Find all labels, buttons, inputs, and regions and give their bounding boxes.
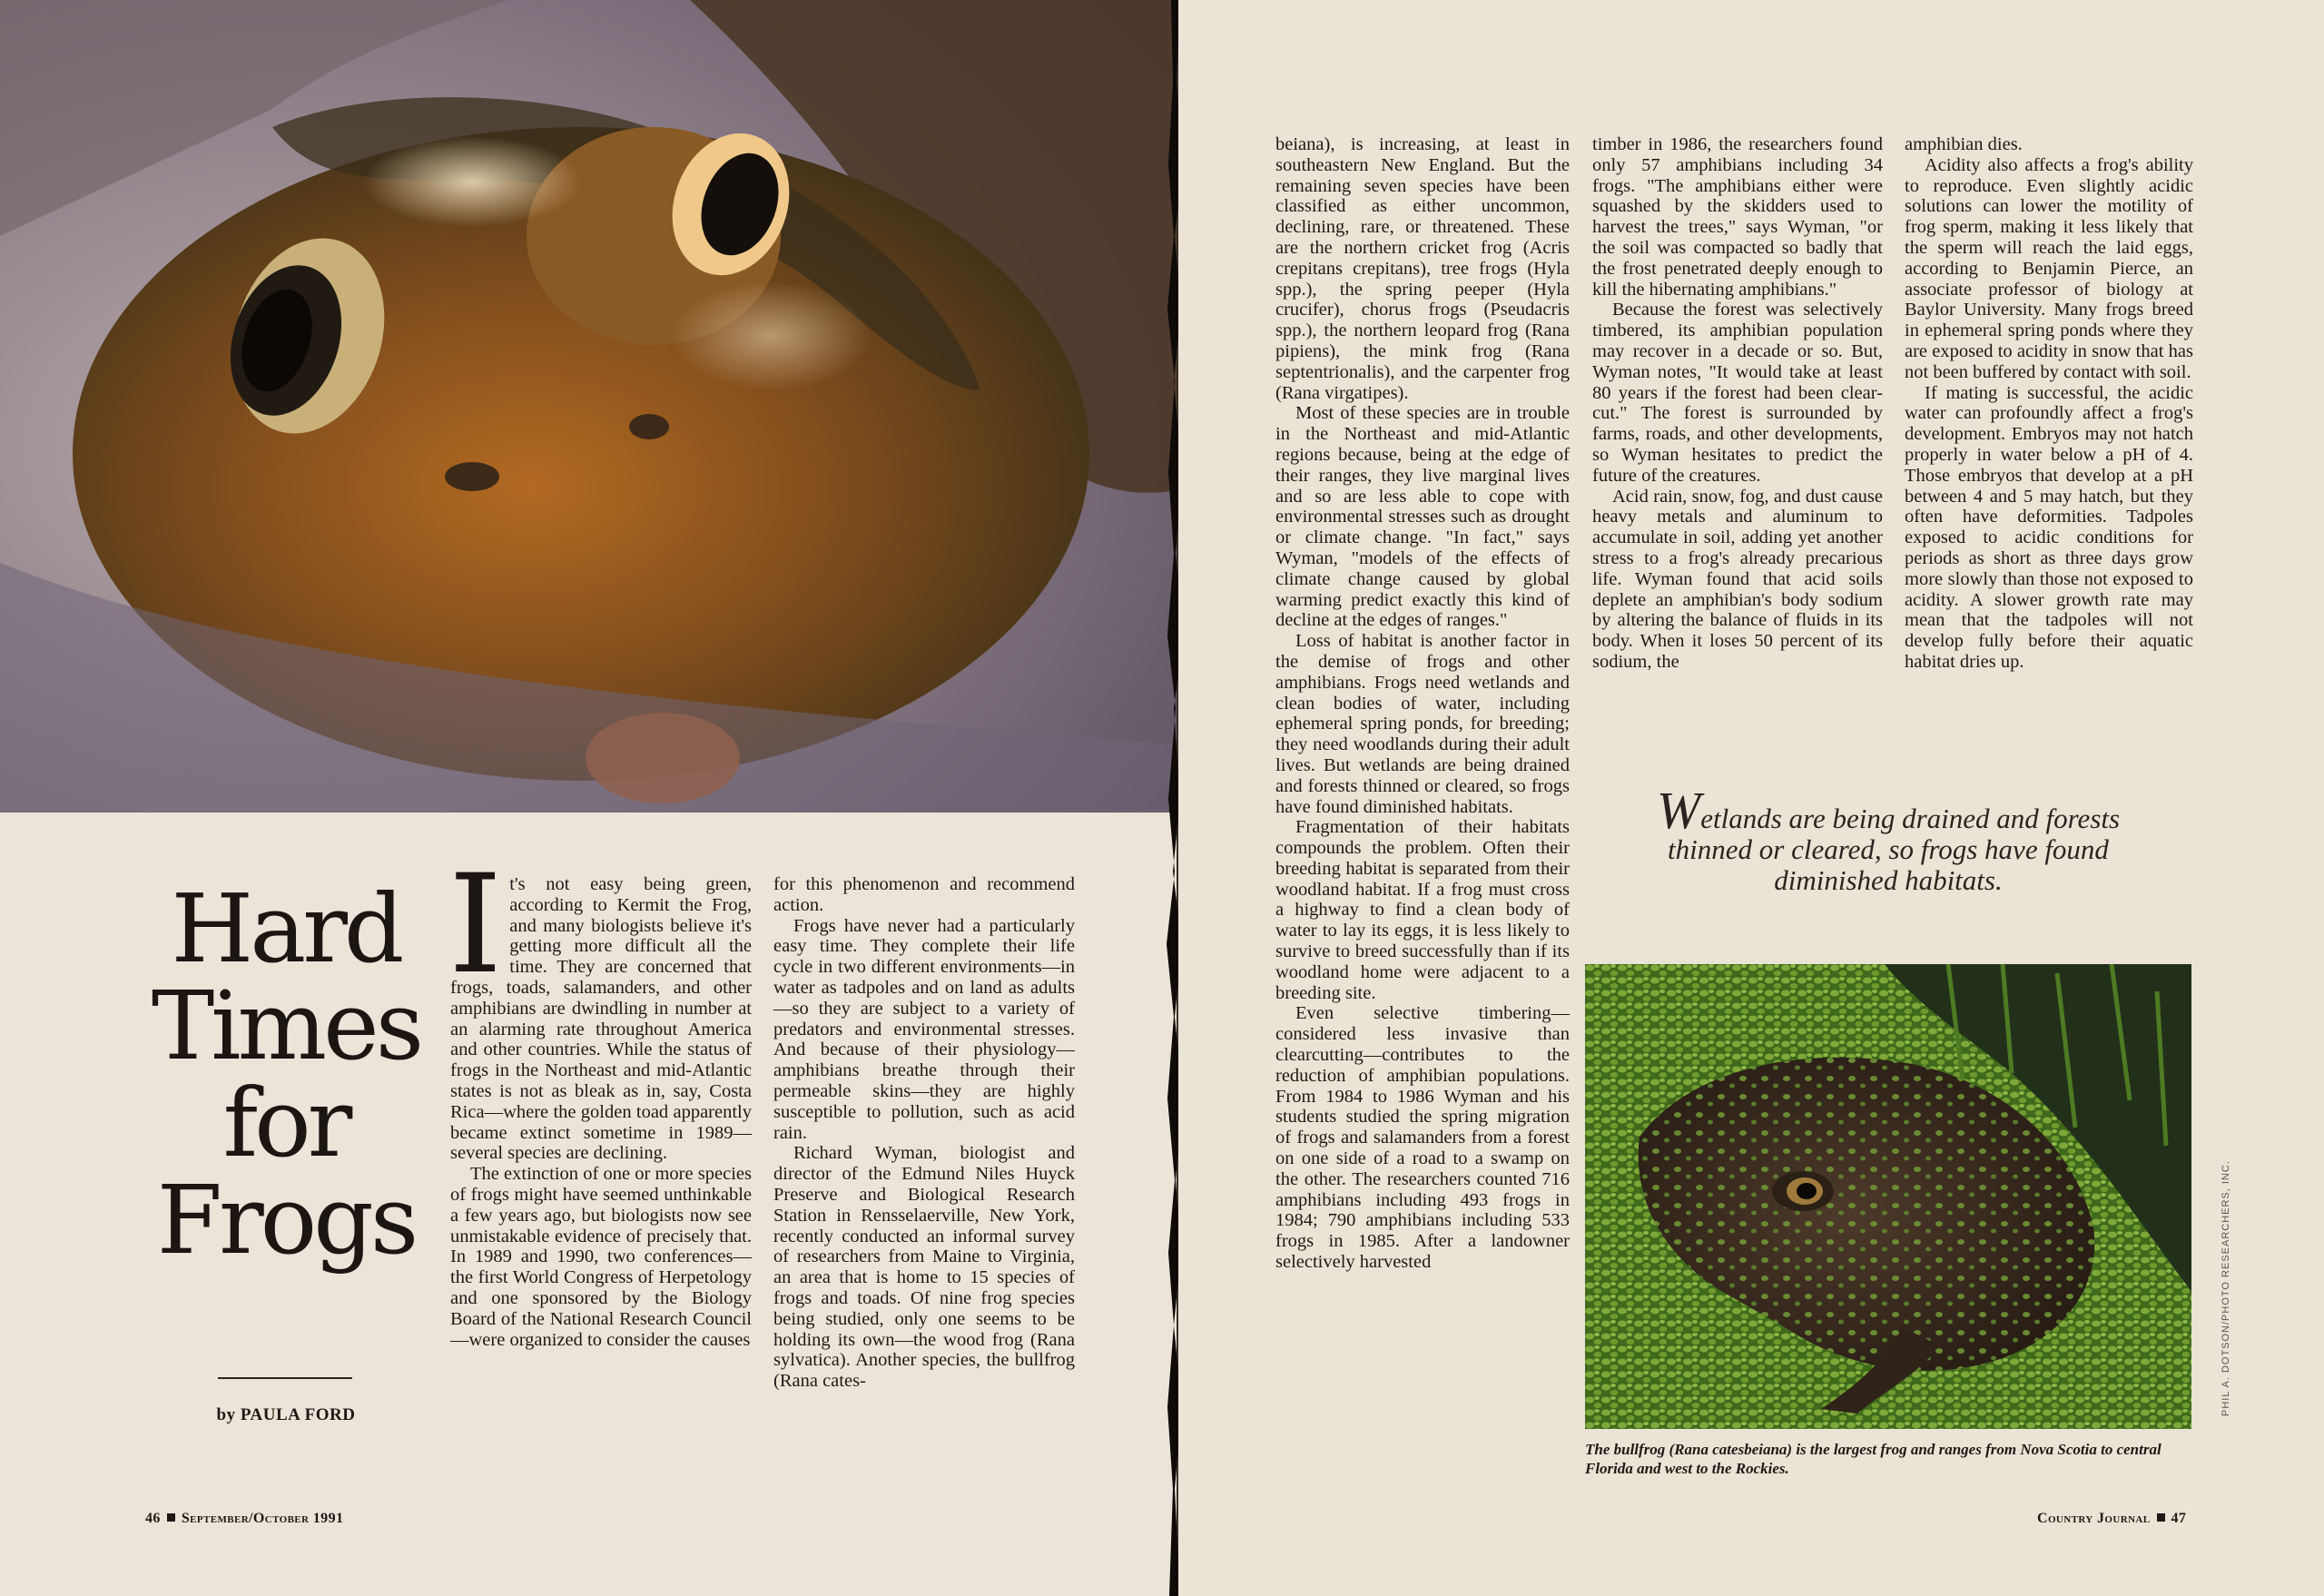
paragraph: Acidity also affects a frog's ability to reproduce. Even slightly acidic solutions can lower the motility of frog sperm, making it less likely that the sperm will reach the laid eggs, according to Benjamin Pierce, an associate professor of biology at Baylor University. Many frogs breed in ephemeral spring ponds where they are exposed to acidity in snow that has not been buffered by contact with soil. — [1905, 154, 2193, 382]
body-column-5 — [1905, 134, 2193, 673]
paragraph: Acid rain, snow, fog, and dust cause heavy metals and aluminum to accumulate in soil, adding yet another stress to a frog's already precarious life. Wyman found that acid soils deplete an amphibian's body sodium by altering the balance of fluids in its body. When it loses 50 percent of its sodium, the — [1592, 486, 1883, 672]
paragraph: Fragmentation of their habitats compounds the problem. Often their breeding habitat is separated from their woodland habitat. If a frog must cross a highway to find a clean body of water to lay its eggs, it is less likely to survive to breed successfully than if its woodland home were adjacent to a breeding site. — [1275, 817, 1570, 1003]
paragraph: Even selective timbering—considered less invasive than clearcutting—contributes to the reduction of amphibian populations. From 1984 to 1986 Wyman and his students studied the spring migration of frogs and salamanders from a forest on one side of a road to a swamp on the other. The researchers counted 716 amphibians including 493 frogs in 1984; 790 amphibians including 533 frogs in 1985. After a landowner selectively harvested — [1275, 1003, 1570, 1273]
body-column-3 — [1275, 134, 1570, 1273]
paragraph-text: t's not easy being green, according to Kermit the Frog, and many biologists believe it's getting more difficult all the time. They are concerned that frogs, toads, salamanders, and other amphibians are dwindling in number at an alarming rate throughout America and other countries. While the status of frogs in the Northeast and mid-Atlantic states is not as bleak as in, say, Costa Rica—where the golden toad apparently became extinct sometime in 1989—several species are declining. — [450, 874, 752, 1164]
photo-credit: PHIL A. DOTSON/PHOTO RESEARCHERS, INC. — [2221, 1160, 2231, 1416]
square-bullet-icon — [2157, 1513, 2165, 1522]
pull-quote — [1634, 781, 2142, 896]
pull-quote-text: etlands are being drained and forests thinned or cleared, so frogs have found diminished habitats. — [1668, 803, 2121, 896]
right-page — [1178, 0, 2324, 1596]
right-folio — [2037, 1511, 2186, 1527]
page-number: 46 — [145, 1511, 161, 1526]
paragraph: for this phenomenon and recommend action. — [773, 874, 1075, 915]
headline-line: for — [222, 1068, 350, 1178]
paragraph — [448, 846, 752, 1164]
paragraph: The extinction of one or more species of frogs might have seemed unthinkable a few years ago, but biologists now see unmistakable evidence of precisely that. In 1989 and 1990, two conferences—the first World Congress of Herpetology and one sponsored by the Biology Board of the National Research Council—were organized to consider the causes — [450, 1164, 752, 1350]
drop-cap: I — [448, 846, 503, 1004]
page-number: 47 — [2171, 1511, 2187, 1526]
headline-line: Times — [151, 970, 421, 1081]
headline-line: Hard — [171, 873, 401, 984]
byline: by PAULA FORD — [216, 1405, 356, 1424]
frog-photo — [0, 0, 1177, 813]
article-headline — [136, 873, 436, 1276]
body-column-1 — [448, 846, 752, 1350]
headline-rule — [218, 1377, 352, 1379]
paragraph: Because the forest was selectively timbered, its amphibian population may recover in a decade or so. But, Wyman notes, "It would take at least 80 years if the forest had been clear-cut." The forest is surrounded by farms, roads, and other developments, so Wyman hesitates to predict the future of the creatures. — [1592, 300, 1883, 486]
body-column-4 — [1592, 134, 1883, 673]
square-bullet-icon — [167, 1513, 175, 1522]
left-folio — [145, 1511, 343, 1527]
paragraph: Richard Wyman, biologist and director of the Edmund Niles Huyck Preserve and Biological Research Station in Rensselaerville, New York, recently conducted an informal survey of researchers from Maine to Virginia, an area that is home to 15 species of frogs and toads. Of nine frog species being studied, only one seems to be holding its own—the wood frog (Rana sylvatica). Another species, the bullfrog (Rana cates- — [773, 1143, 1075, 1392]
paragraph: Most of these species are in trouble in the Northeast and mid-Atlantic regions because, being at the edge of their ranges, they live marginal lives and so are less able to cope with environmental stresses such as drought or climate change. "In fact," says Wyman, "models of the effects of climate change caused by global warming predict exactly this kind of decline at the edges of ranges." — [1275, 403, 1570, 631]
headline-line: Frogs — [156, 1165, 416, 1276]
paragraph: If mating is successful, the acidic water can profoundly affect a frog's development. Embryos may not hatch properly in water below a pH of 4. Those embryos that develop at a pH between 4 and 5 may hatch, but they often have deformities. Tadpoles exposed to acidic conditions for periods as short as three days grow more slowly than those not exposed to acidity. A slower growth rate may mean that the tadpoles will not develop fully before their aquatic habitat dries up. — [1905, 382, 2193, 672]
body-column-2 — [773, 874, 1075, 1392]
magazine-name: Country Journal — [2037, 1511, 2151, 1526]
paragraph: beiana), is increasing, at least in southeastern New England. But the remaining seven species have been classified as either uncommon, declining, rare, or threatened. These are the northern cricket frog (Acris crepitans crepitans), tree frogs (Hyla spp.), the spring peeper (Hyla crucifer), chorus frogs (Pseudacris spp.), the northern leopard frog (Rana pipiens), the mink frog (Rana septentrionalis), and the carpenter frog (Rana virgatipes). — [1275, 134, 1570, 403]
paragraph: Loss of habitat is another factor in the demise of frogs and other amphibians. Frogs need wetlands and clean bodies of water, including ephemeral spring ponds, for breeding; they need woodlands during their adult lives. But wetlands are being drained and forests thinned or cleared, so frogs have found diminished habitats. — [1275, 631, 1570, 817]
paragraph: Frogs have never had a particularly easy time. They complete their life cycle in two different environments—in water as tadpoles and on land as adults—so they are subject to a variety of predators and environmental stresses. And because of their physiology—amphibians breathe through their permeable skins—they are highly susceptible to pollution, such as acid rain. — [773, 915, 1075, 1143]
paragraph: timber in 1986, the researchers found only 57 amphibians including 34 frogs. "The amphibians either were squashed by the skidders used to harvest the trees," says Wyman, "or the soil was compacted so badly that the frost penetrated deeply enough to kill the hibernating amphibians." — [1592, 134, 1883, 300]
pull-quote-cap: W — [1656, 781, 1701, 840]
paragraph: amphibian dies. — [1905, 134, 2023, 154]
issue-date: September/October 1991 — [181, 1511, 344, 1526]
photo-caption: The bullfrog (Rana catesbeiana) is the largest frog and ranges from Nova Scotia to central Florida and west to the Rockies. — [1585, 1441, 2162, 1477]
bullfrog-photo — [1585, 964, 2191, 1429]
